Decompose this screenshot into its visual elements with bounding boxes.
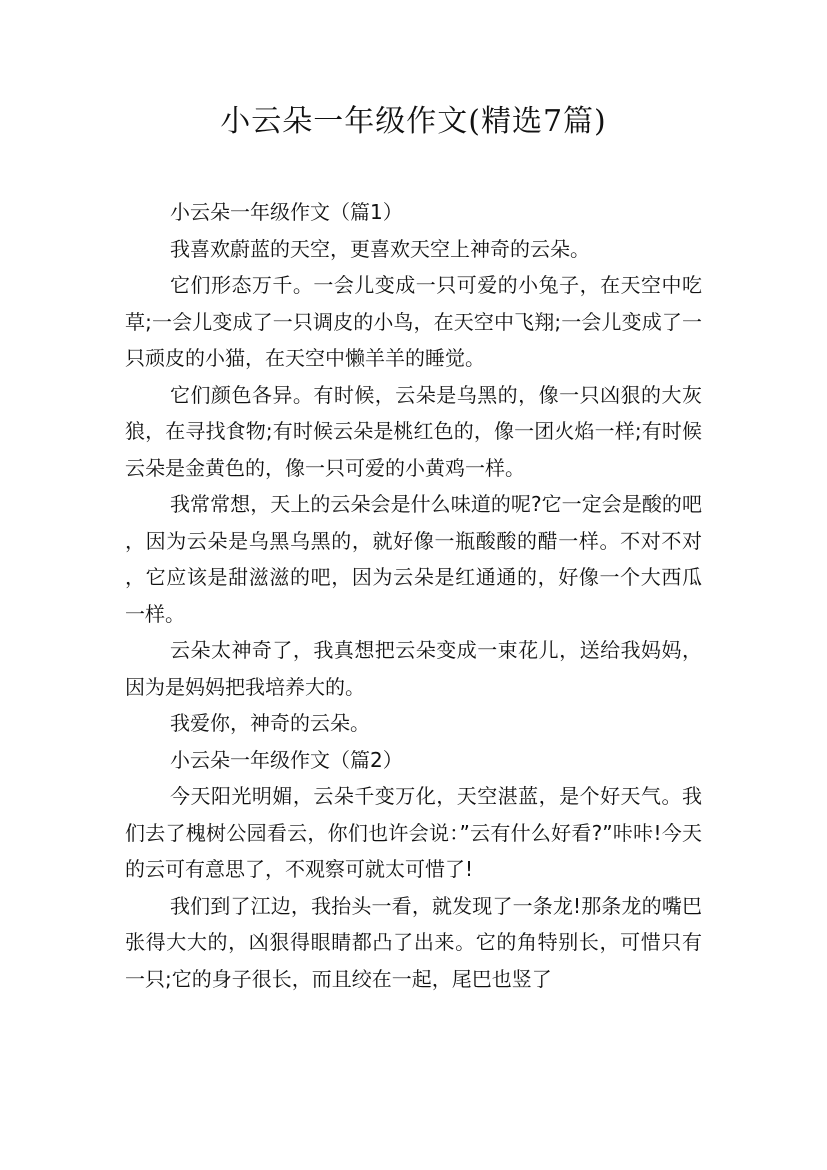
paragraph: 今天阳光明媚，云朵千变万化，天空湛蓝，是个好天气。我们去了槐树公园看云，你们也许会说：”云有什么好看?”咔咔!今天的云可有意思了，不观察可就太可惜了! [125, 784, 702, 881]
paragraph: 我常常想，天上的云朵会是什么味道的呢?它一定会是酸的吧，因为云朵是乌黑乌黑的，就好像一瓶酸酸的醋一样。不对不对，它应该是甜滋滋的吧，因为云朵是红通通的，好像一个大西瓜一样。 [125, 492, 702, 626]
paragraph: 我喜欢蔚蓝的天空，更喜欢天空上神奇的云朵。 [170, 236, 590, 261]
document-title: 小云朵一年级作文(精选7篇) [220, 104, 607, 139]
paragraph: 我们到了江边，我抬头一看，就发现了一条龙!那条龙的嘴巴张得大大的，凶狠得眼睛都凸了出来。它的角特别长，可惜只有一只;它的身子很长，而且绞在一起，尾巴也竖了 [125, 893, 702, 991]
paragraph: 云朵太神奇了，我真想把云朵变成一束花儿，送给我妈妈，因为是妈妈把我培养大的。 [125, 638, 702, 699]
document-body [125, 194, 702, 997]
paragraph: 它们形态万千。一会儿变成一只可爱的小兔子，在天空中吃草;一会儿变成了一只调皮的小鸟，在天空中飞翔;一会儿变成了一只顽皮的小猫，在天空中懒羊羊的睡觉。 [125, 273, 702, 370]
section-heading-2: 小云朵一年级作文（篇2） [170, 747, 403, 772]
paragraph: 它们颜色各异。有时候，云朵是乌黑的，像一只凶狠的大灰狼，在寻找食物;有时候云朵是桃红色的，像一团火焰一样;有时候云朵是金黄色的，像一只可爱的小黄鸡一样。 [125, 382, 702, 480]
paragraph: 我爱你，神奇的云朵。 [170, 711, 370, 735]
section-heading-1: 小云朵一年级作文（篇1） [170, 200, 403, 224]
